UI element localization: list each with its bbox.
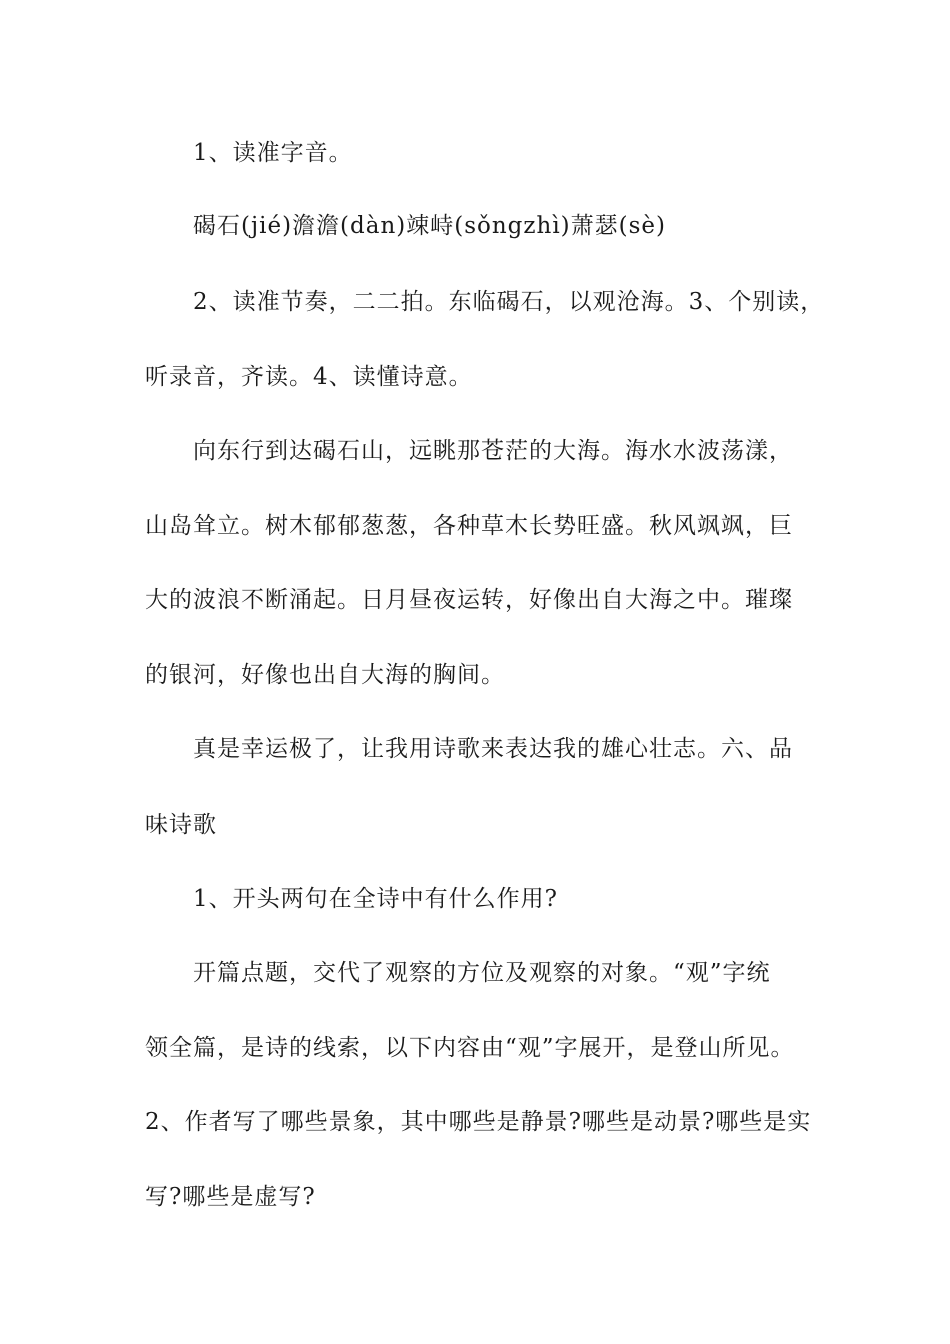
text-line-12: 开篇点题，交代了观察的方位及观察的对象。“观”字统	[193, 960, 771, 986]
text-line-7: 大的波浪不断涌起。日月昼夜运转，好像出自大海之中。璀璨	[145, 587, 793, 613]
text-line-9: 真是幸运极了，让我用诗歌来表达我的雄心壮志。六、品	[193, 736, 793, 762]
text-line-13: 领全篇，是诗的线索，以下内容由“观”字展开，是登山所见。	[145, 1035, 795, 1061]
text-line-1: 1、读准字音。	[193, 140, 353, 166]
text-line-14: 2、作者写了哪些景象，其中哪些是静景?哪些是动景?哪些是实	[145, 1109, 812, 1135]
text-line-5: 向东行到达碣石山，远眺那苍茫的大海。海水水波荡漾，	[193, 438, 793, 464]
text-line-4: 听录音，齐读。4、读懂诗意。	[145, 364, 473, 390]
text-line-8: 的银河，好像也出自大海的胸间。	[145, 662, 505, 688]
text-line-3: 2、读准节奏，二二拍。东临碣石，以观沧海。3、个别读，	[193, 289, 825, 315]
text-line-10: 味诗歌	[145, 812, 217, 838]
text-line-2: 碣石(jié)澹澹(dàn)竦峙(sǒngzhì)萧瑟(sè)	[193, 213, 667, 239]
text-line-15: 写?哪些是虚写?	[145, 1184, 316, 1210]
text-line-11: 1、开头两句在全诗中有什么作用?	[193, 886, 558, 912]
text-line-6: 山岛耸立。树木郁郁葱葱，各种草木长势旺盛。秋风飒飒，巨	[145, 513, 793, 539]
